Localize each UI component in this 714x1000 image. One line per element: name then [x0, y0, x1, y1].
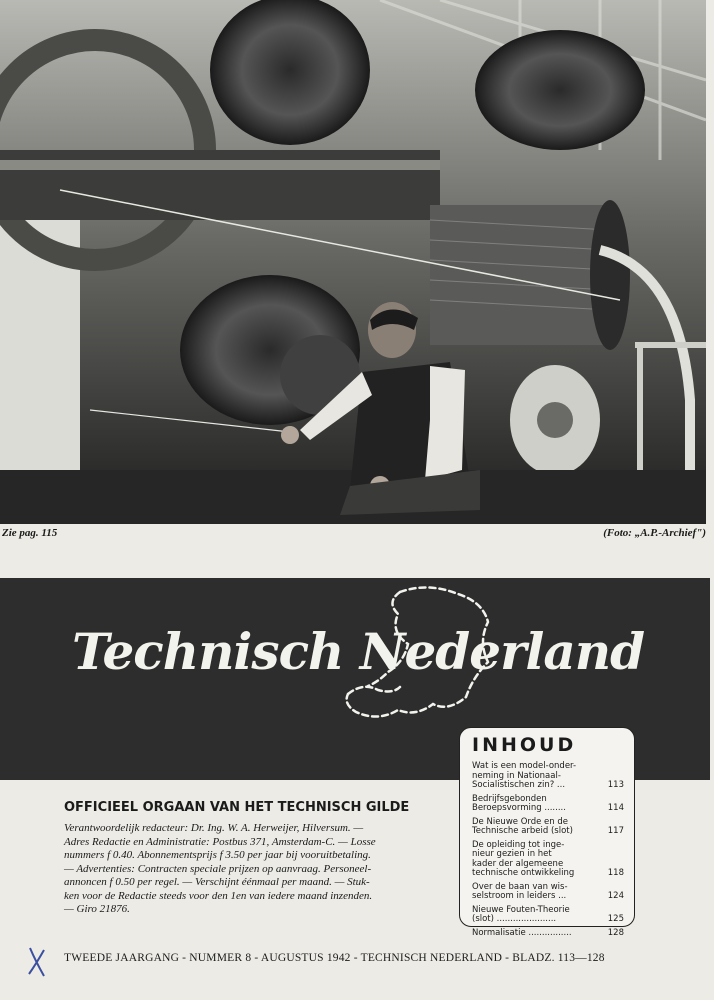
pen-mark-icon — [26, 944, 48, 980]
masthead-title: Technisch Nederland — [72, 622, 645, 681]
toc-entry-page: 118 — [607, 868, 624, 878]
toc-entry[interactable] — [472, 883, 624, 902]
details-line: — Advertenties: Contracten speciale prijzen op aanvraag. Personeel- — [64, 862, 372, 875]
official-organ-heading: OFFICIEEL ORGAAN VAN HET TECHNISCH GILDE — [64, 800, 410, 815]
toc-heading: INHOUD — [472, 734, 577, 756]
issue-footer: TWEEDE JAARGANG - NUMMER 8 - AUGUSTUS 1942 - TECHNISCH NEDERLAND - BLADZ. 113—128 — [64, 952, 605, 964]
details-line: nummers f 0.40. Abonnementsprijs f 3.50 per jaar bij vooruitbetaling. — [64, 849, 371, 861]
toc-entry[interactable] — [472, 929, 624, 939]
toc-entry[interactable] — [472, 906, 624, 925]
toc-entry-page: 117 — [607, 826, 624, 836]
toc-entry-title: De opleiding tot inge- nieur gezien in het kader der algemeene technische ontwikkeling — [472, 839, 575, 878]
toc-entry-title: Over de baan van wis- selstroom in leiders ... — [472, 881, 568, 901]
toc-entry[interactable] — [472, 841, 624, 879]
toc-entry-title: Bedrijfsgebonden Beroepsvorming ........ — [472, 793, 566, 813]
photo-caption-page-ref: Zie pag. 115 — [2, 527, 58, 539]
details-line: — Giro 21876. — [64, 903, 130, 915]
toc-entry[interactable] — [472, 762, 624, 791]
details-line: annoncen f 0.50 per regel. — Verschijnt éénmaal per maand. — Stuk- — [64, 876, 370, 888]
photo-credit: (Foto: „A.P.-Archief") — [603, 527, 706, 539]
toc-entry-page: 113 — [607, 780, 624, 790]
details-line: Verantwoordelijk redacteur: Dr. Ing. W. A. Herweijer, Hilversum. — — [64, 822, 364, 834]
toc-entry-title: Wat is een model-onder- neming in Nationaal- Socialistischen zin? ... — [472, 761, 577, 790]
toc-entry-page: 114 — [607, 803, 624, 813]
toc-entry[interactable] — [472, 795, 624, 814]
toc-entry-page: 124 — [607, 891, 624, 901]
table-of-contents — [459, 727, 635, 938]
toc-entry-title: Nieuwe Fouten-Theorie (slot) ...................... — [472, 904, 570, 924]
toc-entry[interactable] — [472, 818, 624, 837]
publication-details — [64, 822, 420, 917]
details-line: Adres Redactie en Administratie: Postbus 371, Amsterdam-C. — Losse — [64, 835, 376, 848]
toc-entry-page: 125 — [607, 914, 624, 924]
toc-entry-title: De Nieuwe Orde en de Technische arbeid (slot) — [472, 816, 573, 836]
toc-entry-title: Normalisatie ................ — [472, 927, 572, 938]
toc-entry-page: 128 — [607, 927, 624, 938]
details-line: ken voor de Redactie steeds voor den 1en van iedere maand inzenden. — [64, 889, 373, 902]
